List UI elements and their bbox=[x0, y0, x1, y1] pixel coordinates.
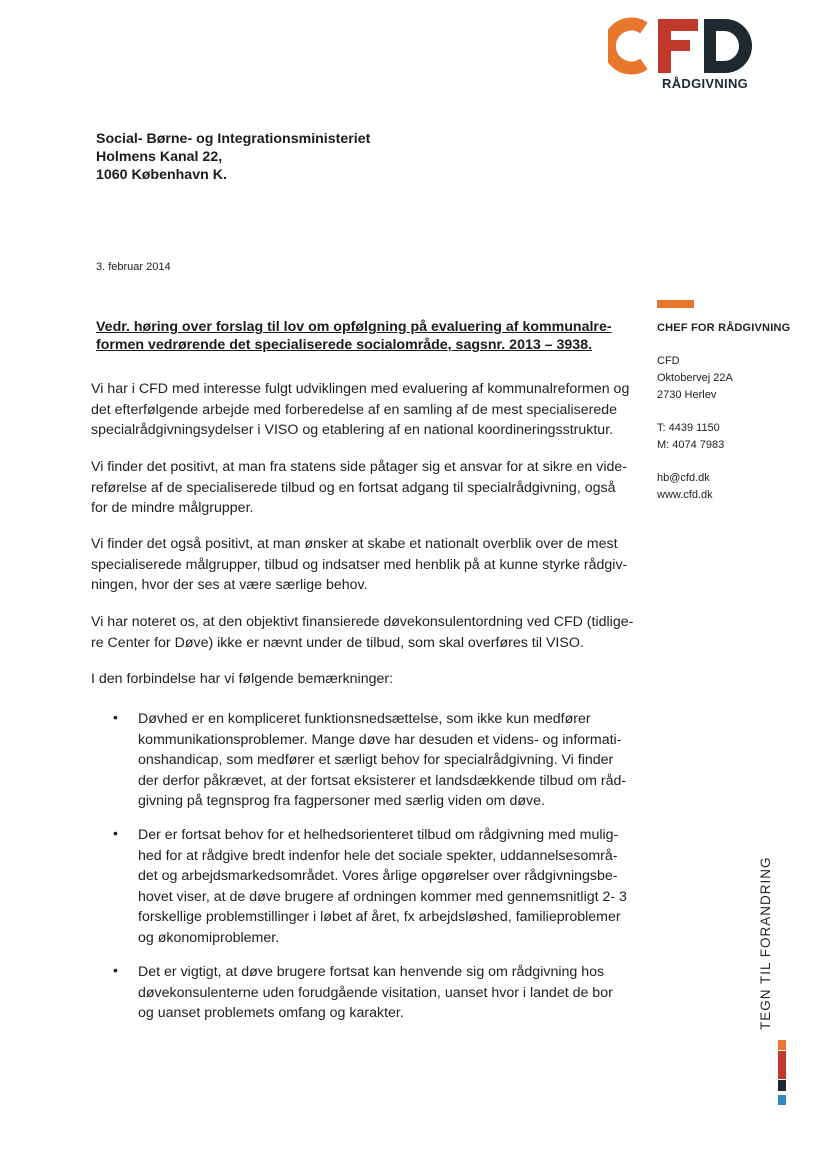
text-line: hed for at rådgive bredt indenfor hele det sociale spekter, uddannelsesområ- bbox=[138, 847, 618, 864]
letter-subject bbox=[96, 318, 616, 354]
text-line: kommunikationsproblemer. Mange døve har desuden et videns- og informati- bbox=[138, 731, 622, 748]
text-line: det og arbejdsmarkedsområdet. Vores årlige opgørelser over rådgivningsbe- bbox=[138, 868, 618, 884]
logo-letter-d bbox=[704, 19, 752, 73]
bullet-icon: • bbox=[113, 962, 118, 978]
tagline-stripe-dark bbox=[778, 1080, 786, 1091]
paragraph-5 bbox=[91, 669, 631, 690]
recipient-line: Holmens Kanal 22, bbox=[96, 149, 223, 165]
logo-letter-c bbox=[609, 24, 644, 68]
text-line: onshandicap, som medfører et særligt behov for specialrådgivning. Vi finder bbox=[138, 752, 614, 768]
text-line: specialrådgivningsydelser i VISO og etablering af en national koordineringsstruktur. bbox=[91, 422, 614, 438]
text-line: Der er fortsat behov for et helhedsorienteret tilbud om rådgivning med mulig- bbox=[138, 827, 619, 843]
sidebar-city: 2730 Herlev bbox=[657, 389, 717, 401]
text-line: Vi finder det positivt, at man fra statens side påtager sig et ansvar for at sikre en vide- bbox=[91, 459, 627, 475]
text-line: for de mindre målgrupper. bbox=[91, 500, 254, 516]
bullet-icon: • bbox=[113, 825, 118, 841]
text-line: re Center for Døve) ikke er nævnt under de tilbud, som skal overføres til VISO. bbox=[91, 634, 584, 651]
text-line: ningen, hvor der ses at være særlige behov. bbox=[91, 577, 368, 593]
logo-subtitle: RÅDGIVNING bbox=[662, 76, 749, 91]
bullet-item-2 bbox=[138, 825, 628, 948]
tagline-vertical: TEGN TIL FORANDRING bbox=[758, 856, 773, 1030]
sidebar-accent-bar bbox=[657, 300, 694, 308]
tagline-stripe-red bbox=[778, 1051, 786, 1079]
sidebar-org: CFD bbox=[657, 355, 680, 367]
tagline-stripe-blue bbox=[778, 1095, 786, 1105]
paragraph-3 bbox=[91, 534, 631, 596]
text-line: og økonomiproblemer. bbox=[138, 929, 280, 946]
text-line: døvekonsulenterne uden forudgående visitation, uanset hvor i landet de bor bbox=[138, 984, 613, 1001]
sidebar-email[interactable]: hb@cfd.dk bbox=[657, 472, 710, 484]
sidebar-title: CHEF FOR RÅDGIVNING bbox=[657, 322, 791, 334]
paragraph-2 bbox=[91, 457, 631, 519]
subject-line: Vedr. høring over forslag til lov om opfølgning på evaluering af kommunalre- bbox=[96, 319, 612, 335]
text-line: Vi har noteret os, at den objektivt finansierede døvekonsulentordning ved CFD (tidlige- bbox=[91, 614, 634, 630]
text-line: Vi finder det også positivt, at man ønsker at skabe et nationalt overblik over de mest bbox=[91, 536, 618, 552]
paragraph-4 bbox=[91, 612, 634, 653]
text-line: Det er vigtigt, at døve brugere fortsat kan henvende sig om rådgivning hos bbox=[138, 964, 605, 980]
text-line: Døvhed er en kompliceret funktionsnedsættelse, som ikke kun medfører bbox=[138, 711, 591, 727]
letter-date: 3. februar 2014 bbox=[96, 261, 171, 273]
text-line: hovet viser, at de døve brugere af ordningen kommer med gennemsnitligt 2- 3 bbox=[138, 888, 627, 905]
recipient-address bbox=[96, 130, 370, 184]
bullet-item-3 bbox=[138, 962, 628, 1024]
text-line: specialiserede målgrupper, tilbud og indsatser med henblik på at kunne styrke rådgiv- bbox=[91, 556, 628, 573]
bullet-icon: • bbox=[113, 709, 118, 725]
text-line: I den forbindelse har vi følgende bemærkninger: bbox=[91, 671, 394, 687]
text-line: givning på tegnsprog fra fagpersoner med særlig viden om døve. bbox=[138, 793, 545, 809]
sidebar-web[interactable]: www.cfd.dk bbox=[657, 489, 713, 501]
text-line: reførelse af de specialiserede tilbud og en fortsat adgang til specialrådgivning, også bbox=[91, 479, 616, 496]
subject-line: formen vedrørende det specialiserede socialområde, sagsnr. 2013 – 3938. bbox=[96, 337, 593, 353]
text-line: og uanset problemets omfang og karakter. bbox=[138, 1005, 404, 1021]
logo-letter-f bbox=[658, 19, 698, 73]
text-line: det efterfølgende arbejde med forberedelse af en samling af de mest specialiserede bbox=[91, 401, 618, 418]
bullet-item-1 bbox=[138, 709, 628, 812]
text-line: forskellige problemstillinger i løbet af året, fx arbejdsløshed, familieproblemer bbox=[138, 909, 621, 925]
sidebar-mobile: M: 4074 7983 bbox=[657, 439, 725, 451]
sidebar-phone: T: 4439 1150 bbox=[657, 422, 720, 434]
recipient-line: 1060 København K. bbox=[96, 167, 227, 183]
paragraph-1 bbox=[91, 379, 631, 441]
recipient-line: Social- Børne- og Integrationsministeriet bbox=[96, 131, 371, 147]
tagline-stripe-orange bbox=[778, 1040, 786, 1050]
text-line: der derfor påkrævet, at der fortsat eksisterer et landsdækkende tilbud om råd- bbox=[138, 772, 627, 789]
sidebar-street: Oktobervej 22A bbox=[657, 372, 733, 384]
text-line: Vi har i CFD med interesse fulgt udviklingen med evaluering af kommunalreformen og bbox=[91, 381, 630, 397]
